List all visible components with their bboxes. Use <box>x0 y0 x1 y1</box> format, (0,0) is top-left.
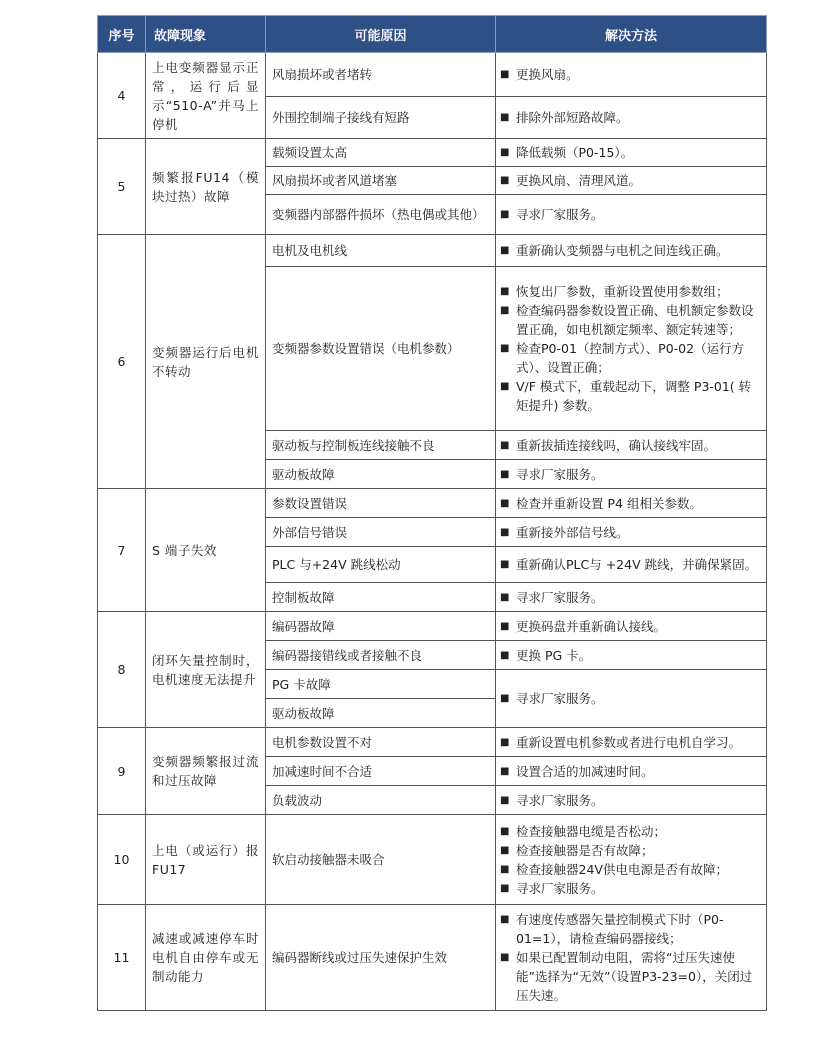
table-row <box>98 905 767 1011</box>
possible-cause: 载频设置太高 <box>266 139 496 167</box>
solution-item <box>500 171 762 190</box>
fault-symptom: 变频器运行后电机不转动 <box>146 235 266 489</box>
solution-item <box>500 377 762 415</box>
solution-text: 检查接触器24V供电电源是否有故障； <box>516 861 728 877</box>
bullet-icon: ■ <box>500 649 510 661</box>
bullet-icon: ■ <box>500 69 510 80</box>
solution-text: 寻求厂家服务。 <box>516 880 604 896</box>
bullet-icon: ■ <box>500 343 510 354</box>
solution-item <box>500 910 762 948</box>
solution-cell <box>496 518 767 547</box>
table-row <box>98 53 767 97</box>
table-row <box>98 489 767 518</box>
solution-cell <box>496 235 767 267</box>
bullet-icon: ■ <box>500 497 510 509</box>
solution-text: 检查接触器是否有故障； <box>516 842 654 858</box>
solution-cell <box>496 139 767 167</box>
table-row <box>98 612 767 641</box>
possible-cause: 外部信号错误 <box>266 518 496 547</box>
solution-cell <box>496 431 767 460</box>
solution-cell <box>496 612 767 641</box>
solution-text: 重新确认PLC与 +24V 跳线，并确保紧固。 <box>516 557 758 572</box>
possible-cause: PLC 与+24V 跳线松动 <box>266 547 496 583</box>
solution-text: 重新接外部信号线。 <box>516 524 629 540</box>
solution-text: 重新确认变频器与电机之间连线正确。 <box>516 243 729 258</box>
fault-number: 10 <box>98 815 146 905</box>
header-no: 序号 <box>98 16 146 53</box>
possible-cause: PG 卡故障 <box>266 670 496 699</box>
bullet-icon: ■ <box>500 952 510 963</box>
solution-item <box>500 617 762 636</box>
solution-cell <box>496 757 767 786</box>
table-body <box>98 53 767 1011</box>
header-symptom: 故障现象 <box>146 16 266 53</box>
bullet-icon: ■ <box>500 381 510 392</box>
solution-text: 检查接触器电缆是否松动； <box>516 823 667 839</box>
bullet-icon: ■ <box>500 693 510 704</box>
solution-item <box>500 301 762 339</box>
solution-item <box>500 65 762 84</box>
solution-text: 如果已配置制动电阻，需将“过压失速使能”选择为“无效”（设置P3-23=0），关闭过压失速。 <box>516 950 753 1003</box>
solution-text: 检查编码器参数设置正确、电机额定参数设置正确，如电机额定频率、额定转速等； <box>516 303 754 337</box>
solution-text: 重新设置电机参数或者进行电机自学习。 <box>516 734 742 750</box>
possible-cause: 变频器参数设置错误（电机参数） <box>266 267 496 431</box>
solution-item <box>500 494 762 513</box>
solution-cell <box>496 489 767 518</box>
solution-cell <box>496 905 767 1011</box>
solution-text: 更换 PG 卡。 <box>516 647 592 663</box>
solution-item <box>500 339 762 377</box>
table-row <box>98 139 767 167</box>
bullet-icon: ■ <box>500 736 510 748</box>
fault-symptom: 上电（或运行）报 FU17 <box>146 815 266 905</box>
solution-item <box>500 860 762 879</box>
possible-cause: 外围控制端子接线有短路 <box>266 97 496 139</box>
possible-cause: 驱动板故障 <box>266 699 496 728</box>
solution-text: 寻求厂家服务。 <box>516 792 604 808</box>
solution-cell <box>496 583 767 612</box>
fault-number: 7 <box>98 489 146 612</box>
possible-cause: 负载波动 <box>266 786 496 815</box>
solution-item <box>500 282 762 301</box>
fault-symptom: 变频器频繁报过流和过压故障 <box>146 728 266 815</box>
solution-cell <box>496 267 767 431</box>
solution-item <box>500 762 762 781</box>
fault-table <box>97 15 767 1011</box>
solution-item <box>500 822 762 841</box>
bullet-icon: ■ <box>500 882 510 894</box>
solution-item <box>500 791 762 810</box>
possible-cause: 驱动板故障 <box>266 460 496 489</box>
fault-number: 9 <box>98 728 146 815</box>
bullet-icon: ■ <box>500 305 510 316</box>
solution-text: 寻求厂家服务。 <box>516 691 604 706</box>
bullet-icon: ■ <box>500 844 510 856</box>
fault-number: 6 <box>98 235 146 489</box>
bullet-icon: ■ <box>500 526 510 538</box>
fault-number: 4 <box>98 53 146 139</box>
solution-item <box>500 241 762 260</box>
table-row <box>98 235 767 267</box>
solution-item <box>500 555 762 574</box>
solution-cell <box>496 53 767 97</box>
solution-text: 更换码盘并重新确认接线。 <box>516 618 667 634</box>
fault-symptom: 上电变频器显示正常，运行后显示“510-A”并马上停机 <box>146 53 266 139</box>
solution-cell <box>496 97 767 139</box>
fault-number: 11 <box>98 905 146 1011</box>
header-solution: 解决方法 <box>496 16 767 53</box>
solution-text: 寻求厂家服务。 <box>516 466 604 482</box>
solution-item <box>500 841 762 860</box>
fault-symptom: S 端子失效 <box>146 489 266 612</box>
bullet-icon: ■ <box>500 468 510 480</box>
possible-cause: 控制板故障 <box>266 583 496 612</box>
bullet-icon: ■ <box>500 825 510 837</box>
solution-cell <box>496 547 767 583</box>
bullet-icon: ■ <box>500 286 510 297</box>
bullet-icon: ■ <box>500 765 510 777</box>
table-row <box>98 815 767 905</box>
solution-item <box>500 646 762 665</box>
solution-cell <box>496 670 767 728</box>
fault-number: 8 <box>98 612 146 728</box>
bullet-icon: ■ <box>500 112 510 123</box>
bullet-icon: ■ <box>500 794 510 806</box>
solution-item <box>500 879 762 898</box>
fault-number: 5 <box>98 139 146 235</box>
solution-text: 寻求厂家服务。 <box>516 589 604 605</box>
bullet-icon: ■ <box>500 439 510 451</box>
possible-cause: 风扇损坏或者风道堵塞 <box>266 167 496 195</box>
table-header-row <box>98 16 767 53</box>
possible-cause: 编码器故障 <box>266 612 496 641</box>
bullet-icon: ■ <box>500 620 510 632</box>
possible-cause: 软启动接触器未吸合 <box>266 815 496 905</box>
solution-text: 寻求厂家服务。 <box>516 207 604 222</box>
fault-symptom: 减速或减速停车时电机自由停车或无制动能力 <box>146 905 266 1011</box>
solution-item <box>500 588 762 607</box>
possible-cause: 风扇损坏或者堵转 <box>266 53 496 97</box>
possible-cause: 电机参数设置不对 <box>266 728 496 757</box>
solution-item <box>500 436 762 455</box>
solution-item <box>500 689 762 708</box>
solution-text: 重新拔插连接线吗，确认接线牢固。 <box>516 437 717 453</box>
solution-cell <box>496 460 767 489</box>
possible-cause: 驱动板与控制板连线接触不良 <box>266 431 496 460</box>
solution-text: 有速度传感器矢量控制模式下时（P0-01=1），请检查编码器接线； <box>516 912 724 946</box>
possible-cause: 参数设置错误 <box>266 489 496 518</box>
solution-item <box>500 205 762 224</box>
bullet-icon: ■ <box>500 147 510 158</box>
solution-text: 设置合适的加减速时间。 <box>516 763 654 779</box>
solution-cell <box>496 641 767 670</box>
possible-cause: 加减速时间不合适 <box>266 757 496 786</box>
solution-text: 更换风扇、清理风道。 <box>516 173 642 188</box>
bullet-icon: ■ <box>500 914 510 925</box>
solution-text: 降低载频（P0-15）。 <box>516 145 634 160</box>
fault-symptom: 频繁报FU14（模块过热）故障 <box>146 139 266 235</box>
bullet-icon: ■ <box>500 591 510 603</box>
solution-text: 恢复出厂参数，重新设置使用参数组； <box>516 284 729 299</box>
bullet-icon: ■ <box>500 559 510 570</box>
header-cause: 可能原因 <box>266 16 496 53</box>
bullet-icon: ■ <box>500 175 510 186</box>
solution-text: 排除外部短路故障。 <box>516 110 629 125</box>
table-row <box>98 728 767 757</box>
solution-item <box>500 465 762 484</box>
solution-item <box>500 733 762 752</box>
bullet-icon: ■ <box>500 245 510 256</box>
solution-cell <box>496 786 767 815</box>
possible-cause: 电机及电机线 <box>266 235 496 267</box>
bullet-icon: ■ <box>500 863 510 875</box>
fault-symptom: 闭环矢量控制时，电机速度无法提升 <box>146 612 266 728</box>
possible-cause: 变频器内部器件损坏（热电偶或其他） <box>266 195 496 235</box>
solution-cell <box>496 815 767 905</box>
solution-text: 检查并重新设置 P4 组相关参数。 <box>516 495 702 511</box>
solution-item <box>500 143 762 162</box>
possible-cause: 编码器接错线或者接触不良 <box>266 641 496 670</box>
solution-item <box>500 948 762 1005</box>
solution-text: 更换风扇。 <box>516 67 579 82</box>
solution-text: 检查P0-01（控制方式）、P0-02（运行方式）、设置正确； <box>516 341 745 375</box>
solution-item <box>500 108 762 127</box>
solution-cell <box>496 728 767 757</box>
solution-text: V/F 模式下，重载起动下，调整 P3-01( 转矩提升) 参数。 <box>516 379 752 413</box>
solution-cell <box>496 195 767 235</box>
solution-cell <box>496 167 767 195</box>
solution-item <box>500 523 762 542</box>
possible-cause: 编码器断线或过压失速保护生效 <box>266 905 496 1011</box>
bullet-icon: ■ <box>500 209 510 220</box>
